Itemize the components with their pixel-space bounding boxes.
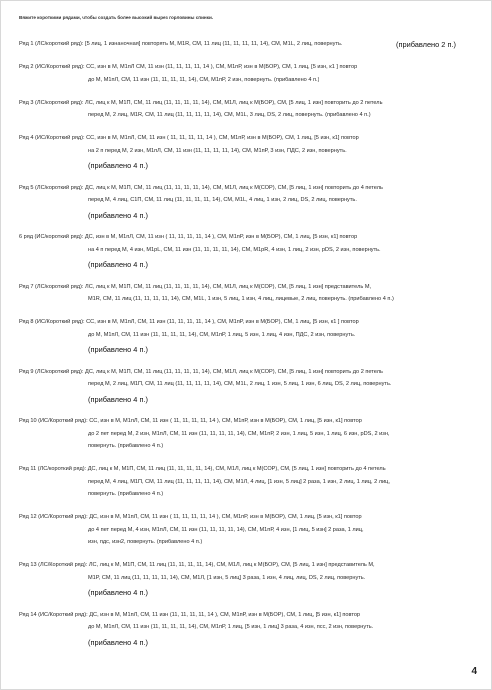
instruction-row-1: Ряд 1 (ЛС/короткий ряд): [5 лиц, 1 изнаночная] повторять М, М1R, СМ, 11 лиц (11, 11, 11, 11, 14), СМ, M1L, 2 лиц, повернуть. [19, 41, 343, 47]
instruction-row-9-cont: перед М, 2 лиц, M1П, СМ, 11 лиц (11, 11, 11, 11, 14), СМ, M1L, 2 лиц, 1 изн, 5 лиц, 1 изн, 6 лиц, DS, 2 лиц, повернуть. [88, 381, 392, 387]
instruction-row-2-cont: до М, M1пЛ, СМ, 11 изн (11, 11, 11, 11, 14), СМ, M1пР, 2 изн, повернуть. (прибавлено 4 п.) [88, 76, 320, 83]
instruction-row-8: Ряд 8 (ИС/Короткий ряд): СС, изн в М, M1пЛ, СМ, 11 изн (11, 11, 11, 11, 14 ), СМ, M1пР, изн в М(БОР), СМ, 1 лиц, [5 изн, к1 ] повтор [19, 319, 359, 325]
instruction-row-14-cont: до М, M1пЛ, СМ, 11 изн (11, 11, 11, 11, 14), СМ, M1пР, 1 лиц, [5 изн, 1 лиц] 3 раза, 4 изн, псс, 2 изн, повернуть. [88, 624, 374, 630]
instruction-row-2: Ряд 2 (ИС/Короткий ряд): СС, изн в М, M1пЛ СМ, 11 изн (11, 11, 11, 11, 14 ), СМ, M1пР, изн в М(БОР), СМ, 1 лиц, [5 изн, к1 ] повтор [19, 64, 358, 70]
instruction-row-7: Ряд 7 (ЛС/короткий ряд): ЛС, лиц к М, M1П, СМ, 11 лиц (11, 11, 11, 11, 14), СМ, M1Л, лиц к М(СОР), СМ, [5 лиц, 1 изн] представитель М, [19, 283, 372, 290]
instruction-row-10-cont: до 2 пет перед М, 2 изн, M1пЛ, СМ, 11 изн (11, 11, 11, 11, 14), СМ, M1пР, 2 изн, 1 лиц, 5 изн, 1 лиц, 6 изн, pDS, 2 изн, [88, 430, 390, 437]
instruction-row-6-cont: на 4 п перед М, 4 изн, M1pL, СМ, 11 изн (11, 11, 11, 11, 14), СМ, M1pR, 4 изн, 1 лиц, 2 изн, pDS, 2 изн, повернуть. [88, 246, 381, 253]
instruction-row-13-cont: M1P, СМ, 11 лиц (11, 11, 11, 11, 14), СМ, M1Л, [1 изн, 5 лиц] 3 раза, 1 изн, 4 лиц, лиц, DS, 2 лиц, повернуть. [88, 574, 366, 581]
stitches-added-note: (прибавлено 4 п.) [88, 345, 148, 354]
instruction-row-7-cont: M1R, СМ, 11 лиц (11, 11, 11, 11, 14), СМ, M1L, 1 изн, 5 лиц, 1 изн, 4 лиц, лицевые, 2 лиц, повернуть. (прибавлено 4 п.) [88, 296, 394, 302]
instruction-row-12-cont: до 4 пет перед М, 4 изн, M1пЛ, СМ, 11 изн (11, 11, 11, 11, 14), СМ, M1пР, 4 изн, [1 лиц, 5 изн] 2 раза, 1 лиц, [88, 526, 364, 533]
stitches-added-note: (прибавлено 2 п.) [396, 40, 456, 49]
page-number: 4 [471, 666, 477, 677]
instruction-row-10: Ряд 10 (ИС/Короткий ряд): СС, изн в М, M1пЛ, СМ, 11 изн ( 11, 11, 11, 11, 14 ), СМ, M1пР, изн в М(БОР), СМ, 1 лиц, [5 изн, к1] повтор [19, 418, 362, 424]
instruction-row-5-cont: перед М, 4 лиц, C1П, СМ, 11 лиц (11, 11, 11, 11, 14), СМ, M1L, 4 лиц, 1 изн, 2 лиц, DS, 2 лиц, повернуть. [88, 197, 357, 203]
instruction-row-4-cont: на 2 п перед М, 2 изн, M1пЛ, СМ, 11 изн (11, 11, 11, 11, 14), СМ, M1пР, 3 изн, ПДС, 2 изн, повернуть. [88, 147, 347, 154]
stitches-added-note: (прибавлено 4 п.) [88, 210, 148, 220]
instruction-row-5: Ряд 5 (ЛС/короткий ряд): ДС, лиц к М, M1П, СМ, 11 лиц (11, 11, 11, 11, 14), СМ, M1Л, лиц к М(СОР), СМ, [5 лиц, 1 изн] повторить до 4 петель [19, 184, 383, 191]
instruction-row-4: Ряд 4 (ИС/Короткий ряд): СС, изн в М, M1пЛ, СМ, 11 изн ( 11, 11, 11, 11, 14 ), СМ, M1пР, изн в М(БОР), СМ, 1 лиц, [5 изн, к1] повтор [19, 135, 359, 141]
stitches-added-note: (прибавлено 4 п.) [88, 161, 148, 170]
instruction-row-3: Ряд 3 (ЛС/короткий ряд): ЛС, лиц к М, M1П, СМ, 11 лиц (11, 11, 11, 11, 14), СМ, M1Л, лиц к М(БОР), СМ, [5 лиц, 1 изн] повторить до 2 петель [19, 99, 383, 106]
instruction-row-10-cont: повернуть. (прибавлено 4 п.) [88, 443, 164, 449]
intro-note: Вяжите короткими рядами, чтобы создать более высокий вырез горловины спинки. [19, 15, 214, 20]
stitches-added-note: (прибавлено 4 п.) [88, 637, 148, 647]
instruction-row-11: Ряд 11 (ЛС/короткий ряд): ДС, лиц к М, M1П, СМ, 11 лиц (11, 11, 11, 11, 14), СМ, M1Л, лиц к М(СОР), СМ, [5 лиц, 1 изн] повторить до 4 петель [19, 466, 386, 472]
stitches-added-note: (прибавлено 4 п.) [88, 588, 148, 597]
instruction-row-13: Ряд 13 (ЛС/Короткий ряд): ЛС, лиц к М, M1П, СМ, 11 лиц (11, 11, 11, 11, 14), СМ, M1Л, лиц к М(БОР), СМ, [5 лиц, 1 изн] представитель М, [19, 562, 375, 568]
instruction-row-11-cont: перед М, 4 лиц, M1П, СМ, 11 лиц (11, 11, 11, 11, 14), СМ, M1Л, 4 лиц, [1 изн, 5 лиц] 2 раза, 1 изн, 2 лиц, 1 лиц, 2 лиц, [88, 478, 390, 485]
instruction-row-12: Ряд 12 (ИС/Короткий ряд): ДС, изн в М, M1пЛ, СМ, 11 изн ( 11, 11, 11, 11, 14 ), СМ, M1пР, изн в М(БОР), СМ, 1 лиц, [5 изн, к1] повтор [19, 514, 362, 520]
stitches-added-note: (прибавлено 4 п.) [88, 260, 148, 269]
stitches-added-note: (прибавлено 4 п.) [88, 394, 148, 404]
instruction-row-14: Ряд 14 (ИС/Короткий ряд): ДС, изн в М, M1пЛ, СМ, 11 изн (11, 11, 11, 11, 14 ), СМ, M1пР, изн в М(БОР), СМ, 1 лиц, [5 изн, к1] повтор [19, 611, 361, 618]
instruction-row-6: 6 ряд (ИС/короткий ряд): ДС, изн в М, M1пЛ, СМ, 11 изн ( 11, 11, 11, 11, 14 ), СМ, M1пР, изн в М(БОР), СМ, 1 лиц, [5 изн, к1] повтор [19, 234, 358, 240]
instruction-row-12-cont: изн, пдс, изн2, повернуть. (прибавлено 4 п.) [88, 539, 203, 545]
instruction-row-3-cont: перед М, 2 лиц, M1R, СМ, 11 лиц (11, 11, 11, 11, 14), СМ, M1L, 3 лиц, DS, 2 лиц, повернуть. (прибавлено 4 п.) [88, 112, 371, 118]
instruction-row-8-cont: до М, M1пЛ, СМ, 11 изн (11, 11, 11, 11, 14), СМ, M1пР, 1 лиц, 5 изн, 1 лиц, 4 изн, ПДС, 2 изн, повернуть. [88, 331, 356, 338]
instruction-row-11-cont: повернуть. (прибавлено 4 п.) [88, 491, 164, 497]
instruction-row-9: Ряд 9 (ЛС/короткий ряд): ДС, лиц к М, M1П, СМ, 11 лиц (11, 11, 11, 11, 14), СМ, M1Л, лиц к М(СОР), СМ, [5 лиц, 1 изн] повторить до 2 петель [19, 368, 383, 375]
